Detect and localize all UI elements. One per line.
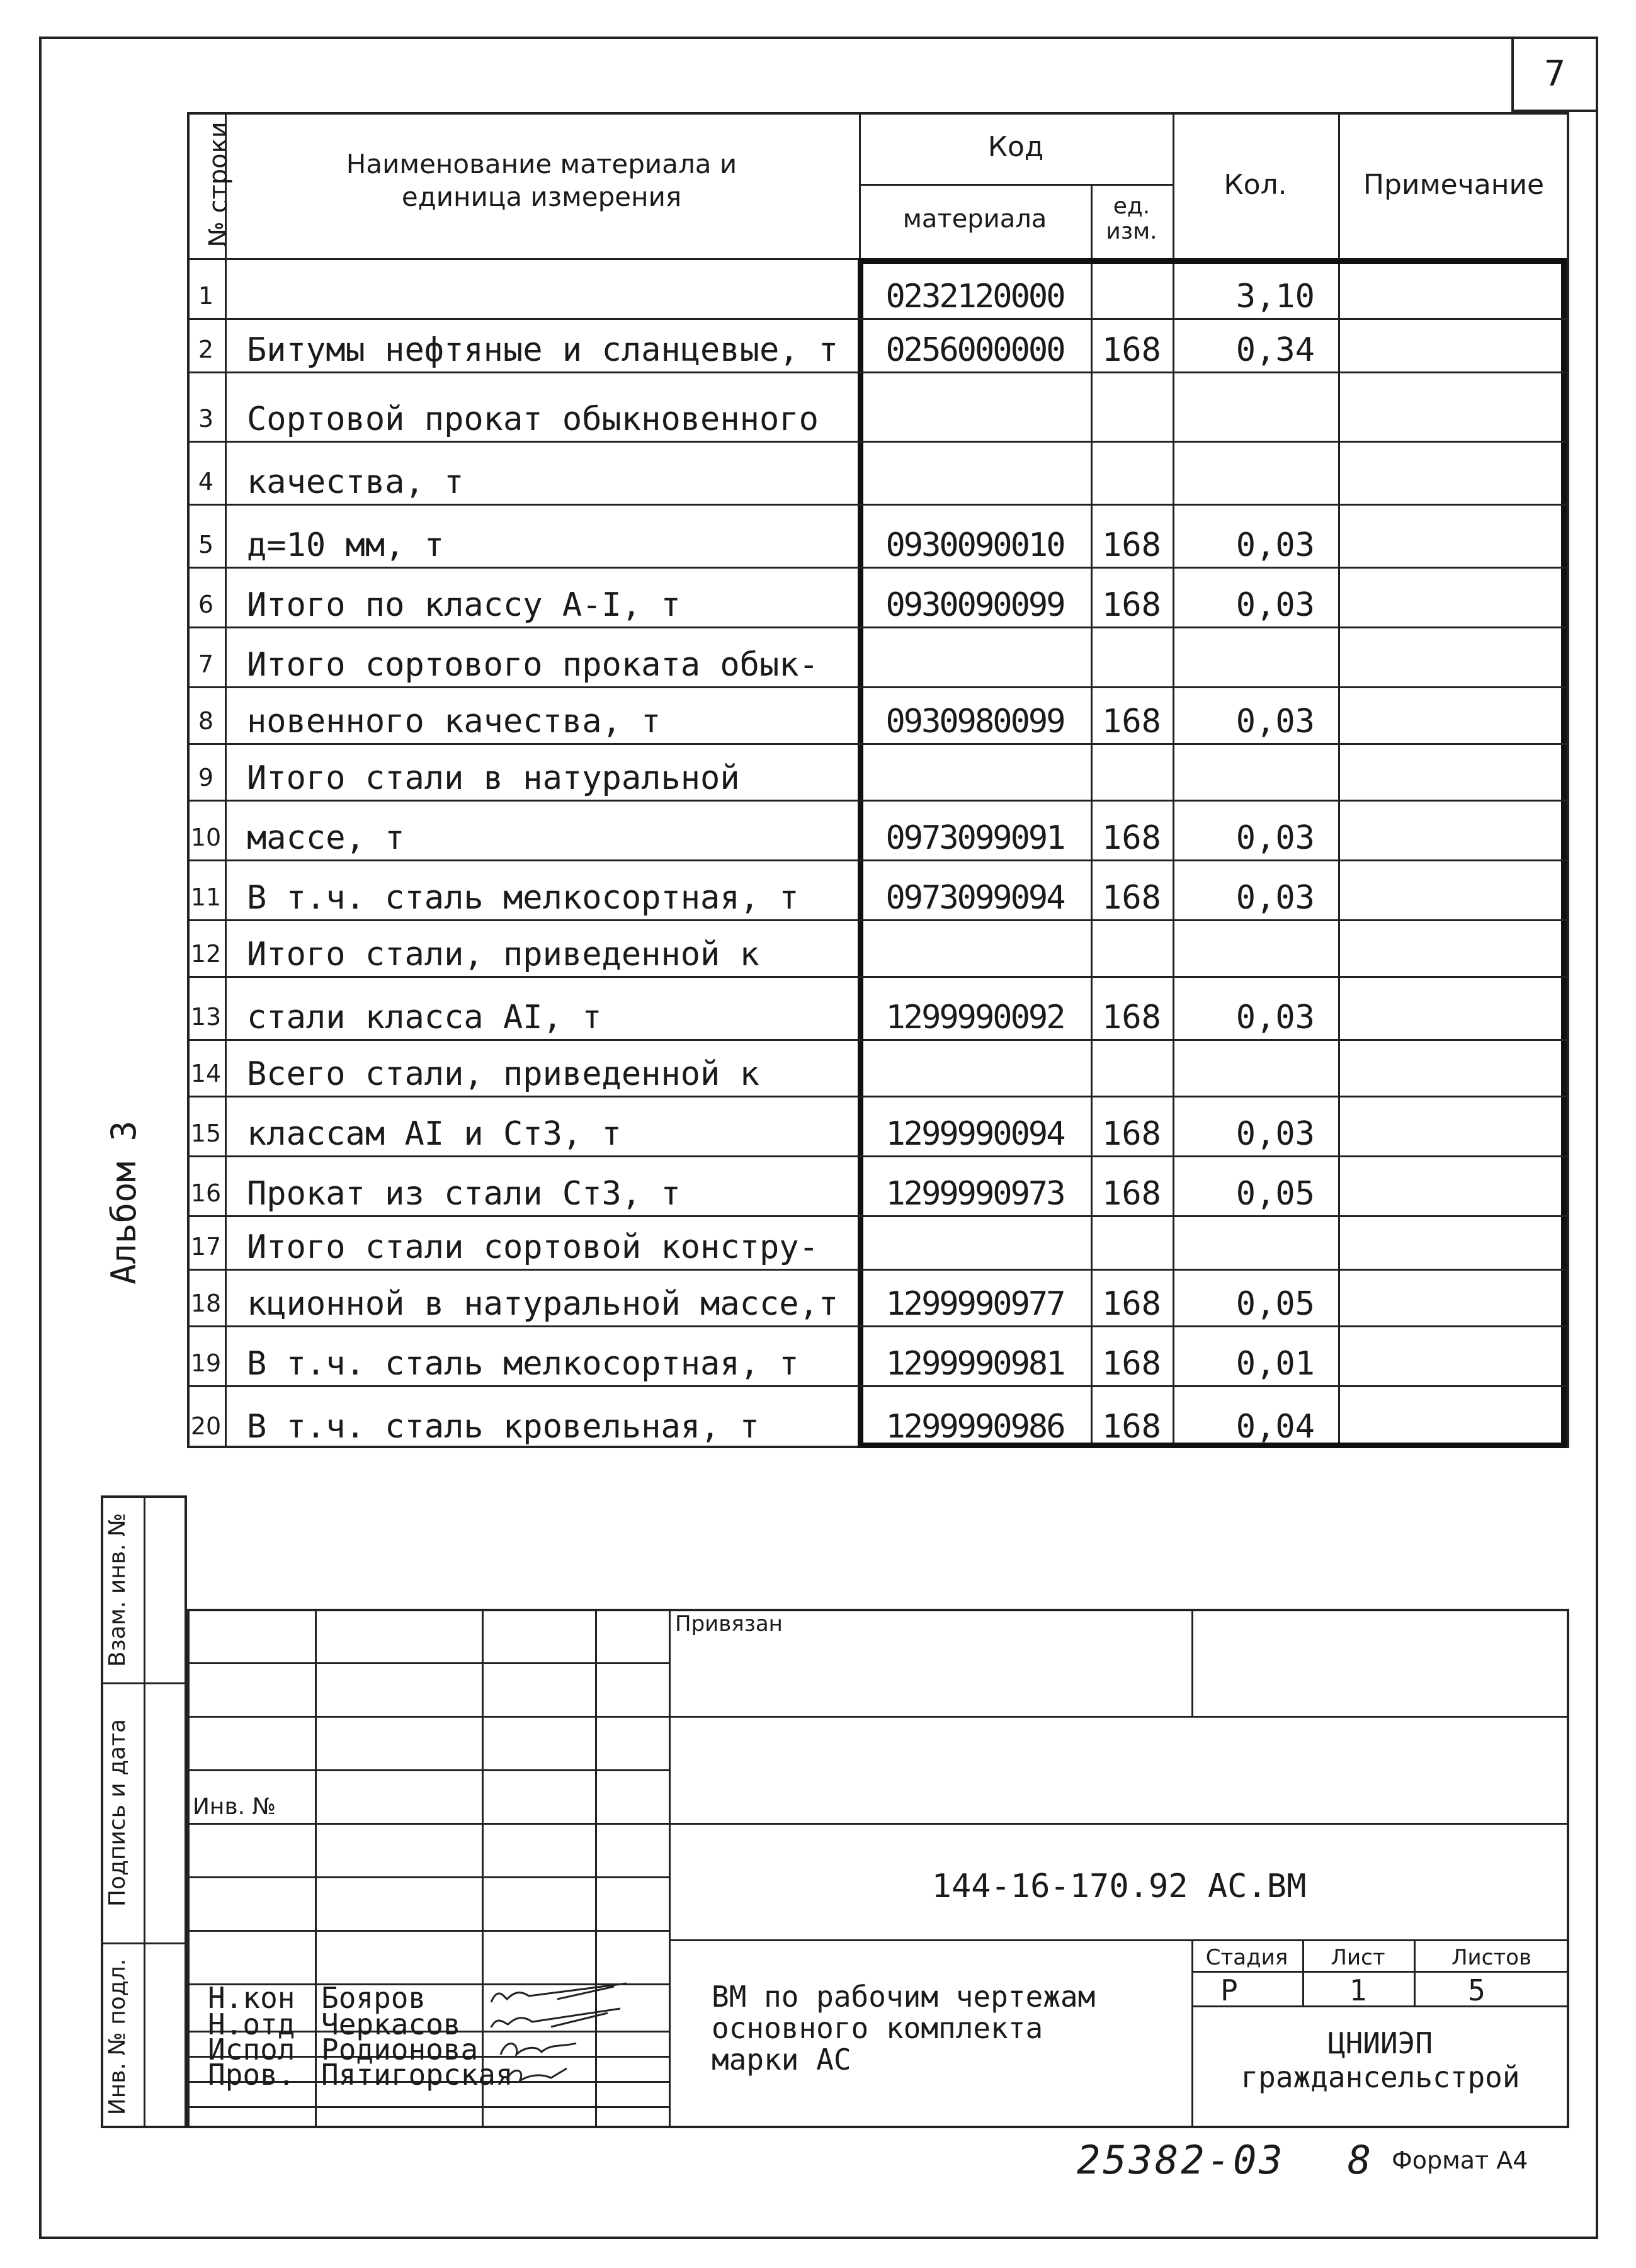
signer-name: Пятигорская <box>321 2058 513 2092</box>
row-name: Прокат из стали Ст3, т <box>247 1175 681 1213</box>
header-code-unit-line2: изм. <box>1106 218 1157 244</box>
row-number: 1 <box>198 282 214 310</box>
description-line2: основного комплекта <box>712 2011 1043 2045</box>
table-row <box>187 1269 1569 1325</box>
row-unit: 168 <box>1102 1408 1161 1446</box>
row-code: 1299990094 <box>885 1115 1064 1153</box>
row-name: стали класса АI, т <box>247 999 602 1036</box>
signer-role: Н.отд <box>208 2007 295 2041</box>
row-number: 2 <box>198 336 214 363</box>
row-name: кционной в натуральной массе,т <box>247 1285 839 1323</box>
row-code: 0973099091 <box>885 819 1064 857</box>
row-code: 1299990973 <box>885 1175 1064 1213</box>
copy-number: 8 <box>1348 2137 1372 2183</box>
signature-3 <box>501 2043 576 2055</box>
album-label: Альбом 3 <box>104 1120 144 1285</box>
signer-role: Пров. <box>208 2058 295 2092</box>
row-number: 8 <box>198 707 214 735</box>
row-number: 3 <box>198 405 214 433</box>
row-qty: 0,04 <box>1236 1408 1315 1446</box>
table-row <box>187 1385 1569 1448</box>
stage-label: Стадия <box>1205 1945 1288 1970</box>
row-code: 1299990986 <box>885 1408 1064 1446</box>
table-row <box>187 258 1569 318</box>
header-note: Примечание <box>1363 169 1545 201</box>
row-name: Итого по классу А-I, т <box>247 586 681 624</box>
table-row <box>187 919 1569 976</box>
table-row <box>187 1096 1569 1155</box>
table-row <box>187 318 1569 371</box>
sheets-value: 5 <box>1468 1973 1485 2007</box>
row-unit: 168 <box>1102 879 1161 917</box>
table-row <box>187 743 1569 800</box>
row-number: 7 <box>198 650 214 678</box>
format-label: Формат А4 <box>1392 2146 1528 2174</box>
table-row <box>187 1215 1569 1269</box>
table-row <box>187 859 1569 919</box>
row-qty: 0,03 <box>1236 586 1315 624</box>
row-unit: 168 <box>1102 526 1161 564</box>
row-unit: 168 <box>1102 586 1161 624</box>
privyazan-label: Привязан <box>675 1611 783 1636</box>
row-qty: 3,10 <box>1236 278 1315 315</box>
table-row <box>187 800 1569 859</box>
row-name: Итого стали, приведенной к <box>247 936 759 973</box>
row-code: 0232120000 <box>885 278 1064 315</box>
row-name: Сортовой прокат обыкновенного <box>247 400 819 438</box>
table-row <box>187 504 1569 567</box>
header-name-line2: единица измерения <box>401 181 682 212</box>
signer-name: Родионова <box>321 2033 479 2067</box>
row-unit: 168 <box>1102 703 1161 740</box>
organization-line2: граждансельстрой <box>1241 2060 1520 2094</box>
table-row <box>187 441 1569 504</box>
row-number: 13 <box>190 1003 222 1031</box>
signer-name: Бояров <box>321 1981 426 2015</box>
table-row <box>187 627 1569 686</box>
row-qty: 0,01 <box>1236 1345 1315 1383</box>
header-qty: Кол. <box>1224 169 1287 201</box>
row-code: 1299990981 <box>885 1345 1064 1383</box>
table-row <box>187 371 1569 441</box>
sheets-label: Листов <box>1451 1945 1531 1970</box>
row-name: В т.ч. сталь кровельная, т <box>247 1408 759 1446</box>
row-name: д=10 мм, т <box>247 526 445 564</box>
row-number: 14 <box>190 1060 222 1087</box>
side-vzam: Взам. инв. № <box>105 1512 130 1667</box>
row-qty: 0,03 <box>1236 1115 1315 1153</box>
description-line3: марки АС <box>712 2043 851 2077</box>
side-inv-podl: Инв. № подл. <box>105 1958 130 2116</box>
inv-no-label: Инв. № <box>193 1794 276 1820</box>
row-unit: 168 <box>1102 1115 1161 1153</box>
row-qty: 0,34 <box>1236 331 1315 369</box>
row-code: 0930090010 <box>885 526 1064 564</box>
header-row-number: № строки <box>204 122 233 247</box>
table-row <box>187 567 1569 627</box>
row-number: 16 <box>190 1179 222 1207</box>
sheet-value: 1 <box>1349 1973 1367 2007</box>
row-name: качества, т <box>247 463 464 501</box>
row-qty: 0,03 <box>1236 526 1315 564</box>
row-number: 11 <box>190 883 222 911</box>
row-unit: 168 <box>1102 1175 1161 1213</box>
row-qty: 0,05 <box>1236 1285 1315 1323</box>
signature-4 <box>507 2068 567 2081</box>
signature-1 <box>491 1983 627 2002</box>
row-name: Итого стали сортовой констру- <box>247 1228 819 1266</box>
row-code: 0930090099 <box>885 586 1064 624</box>
row-number: 6 <box>198 591 214 618</box>
sheet-label: Лист <box>1331 1945 1385 1970</box>
archive-number: 25382-03 <box>1077 2137 1285 2183</box>
table-row <box>187 976 1569 1039</box>
row-number: 5 <box>198 531 214 558</box>
description-line1: ВМ по рабочим чертежам <box>712 1980 1096 2014</box>
signer-role: Испол <box>208 2033 295 2067</box>
row-code: 0973099094 <box>885 879 1064 917</box>
row-name: В т.ч. сталь мелкосортная, т <box>247 879 799 917</box>
table-row <box>187 686 1569 743</box>
row-name: массе, т <box>247 819 405 857</box>
table-row <box>187 1155 1569 1215</box>
header-name-line1: Наименование материала и <box>346 149 737 179</box>
stage-value: Р <box>1220 1973 1238 2007</box>
row-qty: 0,03 <box>1236 819 1315 857</box>
row-name: Итого стали в натуральной <box>247 759 740 797</box>
page-number: 7 <box>1544 54 1565 94</box>
signer-role: Н.кон <box>208 1981 295 2015</box>
row-qty: 0,03 <box>1236 703 1315 740</box>
row-name: Итого сортового проката обык- <box>247 646 819 684</box>
row-number: 15 <box>190 1120 222 1147</box>
header-code-unit-line1: ед. <box>1113 193 1150 219</box>
row-code: 0930980099 <box>885 703 1064 740</box>
side-podpis: Подпись и дата <box>105 1718 130 1907</box>
row-number: 10 <box>190 824 222 851</box>
row-number: 9 <box>198 764 214 791</box>
row-number: 4 <box>198 468 214 496</box>
row-name: Всего стали, приведенной к <box>247 1055 759 1093</box>
row-unit: 168 <box>1102 819 1161 857</box>
signature-2 <box>491 2009 620 2027</box>
row-qty: 0,03 <box>1236 879 1315 917</box>
table-row <box>187 1039 1569 1096</box>
signer-name: Черкасов <box>321 2007 461 2041</box>
row-unit: 168 <box>1102 1285 1161 1323</box>
row-qty: 0,05 <box>1236 1175 1315 1213</box>
organization-line1: ЦНИИЭП <box>1327 2026 1433 2060</box>
row-number: 20 <box>190 1412 222 1440</box>
row-number: 12 <box>190 940 222 968</box>
row-name: В т.ч. сталь мелкосортная, т <box>247 1345 799 1383</box>
table-row <box>187 1325 1569 1385</box>
row-code: 0256000000 <box>885 331 1064 369</box>
row-unit: 168 <box>1102 999 1161 1036</box>
row-name: Битумы нефтяные и сланцевые, т <box>247 331 839 369</box>
row-number: 17 <box>190 1233 222 1261</box>
header-code-material: материала <box>902 205 1047 234</box>
row-code: 1299990092 <box>885 999 1064 1036</box>
row-number: 19 <box>190 1349 222 1377</box>
row-number: 18 <box>190 1290 222 1317</box>
row-name: новенного качества, т <box>247 703 661 740</box>
signatures-graphic <box>482 1974 633 2116</box>
document-code: 144-16-170.92 АС.ВМ <box>931 1868 1307 1905</box>
row-unit: 168 <box>1102 1345 1161 1383</box>
header-code: Код <box>987 131 1044 163</box>
row-name: классам АI и Ст3, т <box>247 1115 622 1153</box>
row-code: 1299990977 <box>885 1285 1064 1323</box>
row-unit: 168 <box>1102 331 1161 369</box>
row-qty: 0,03 <box>1236 999 1315 1036</box>
